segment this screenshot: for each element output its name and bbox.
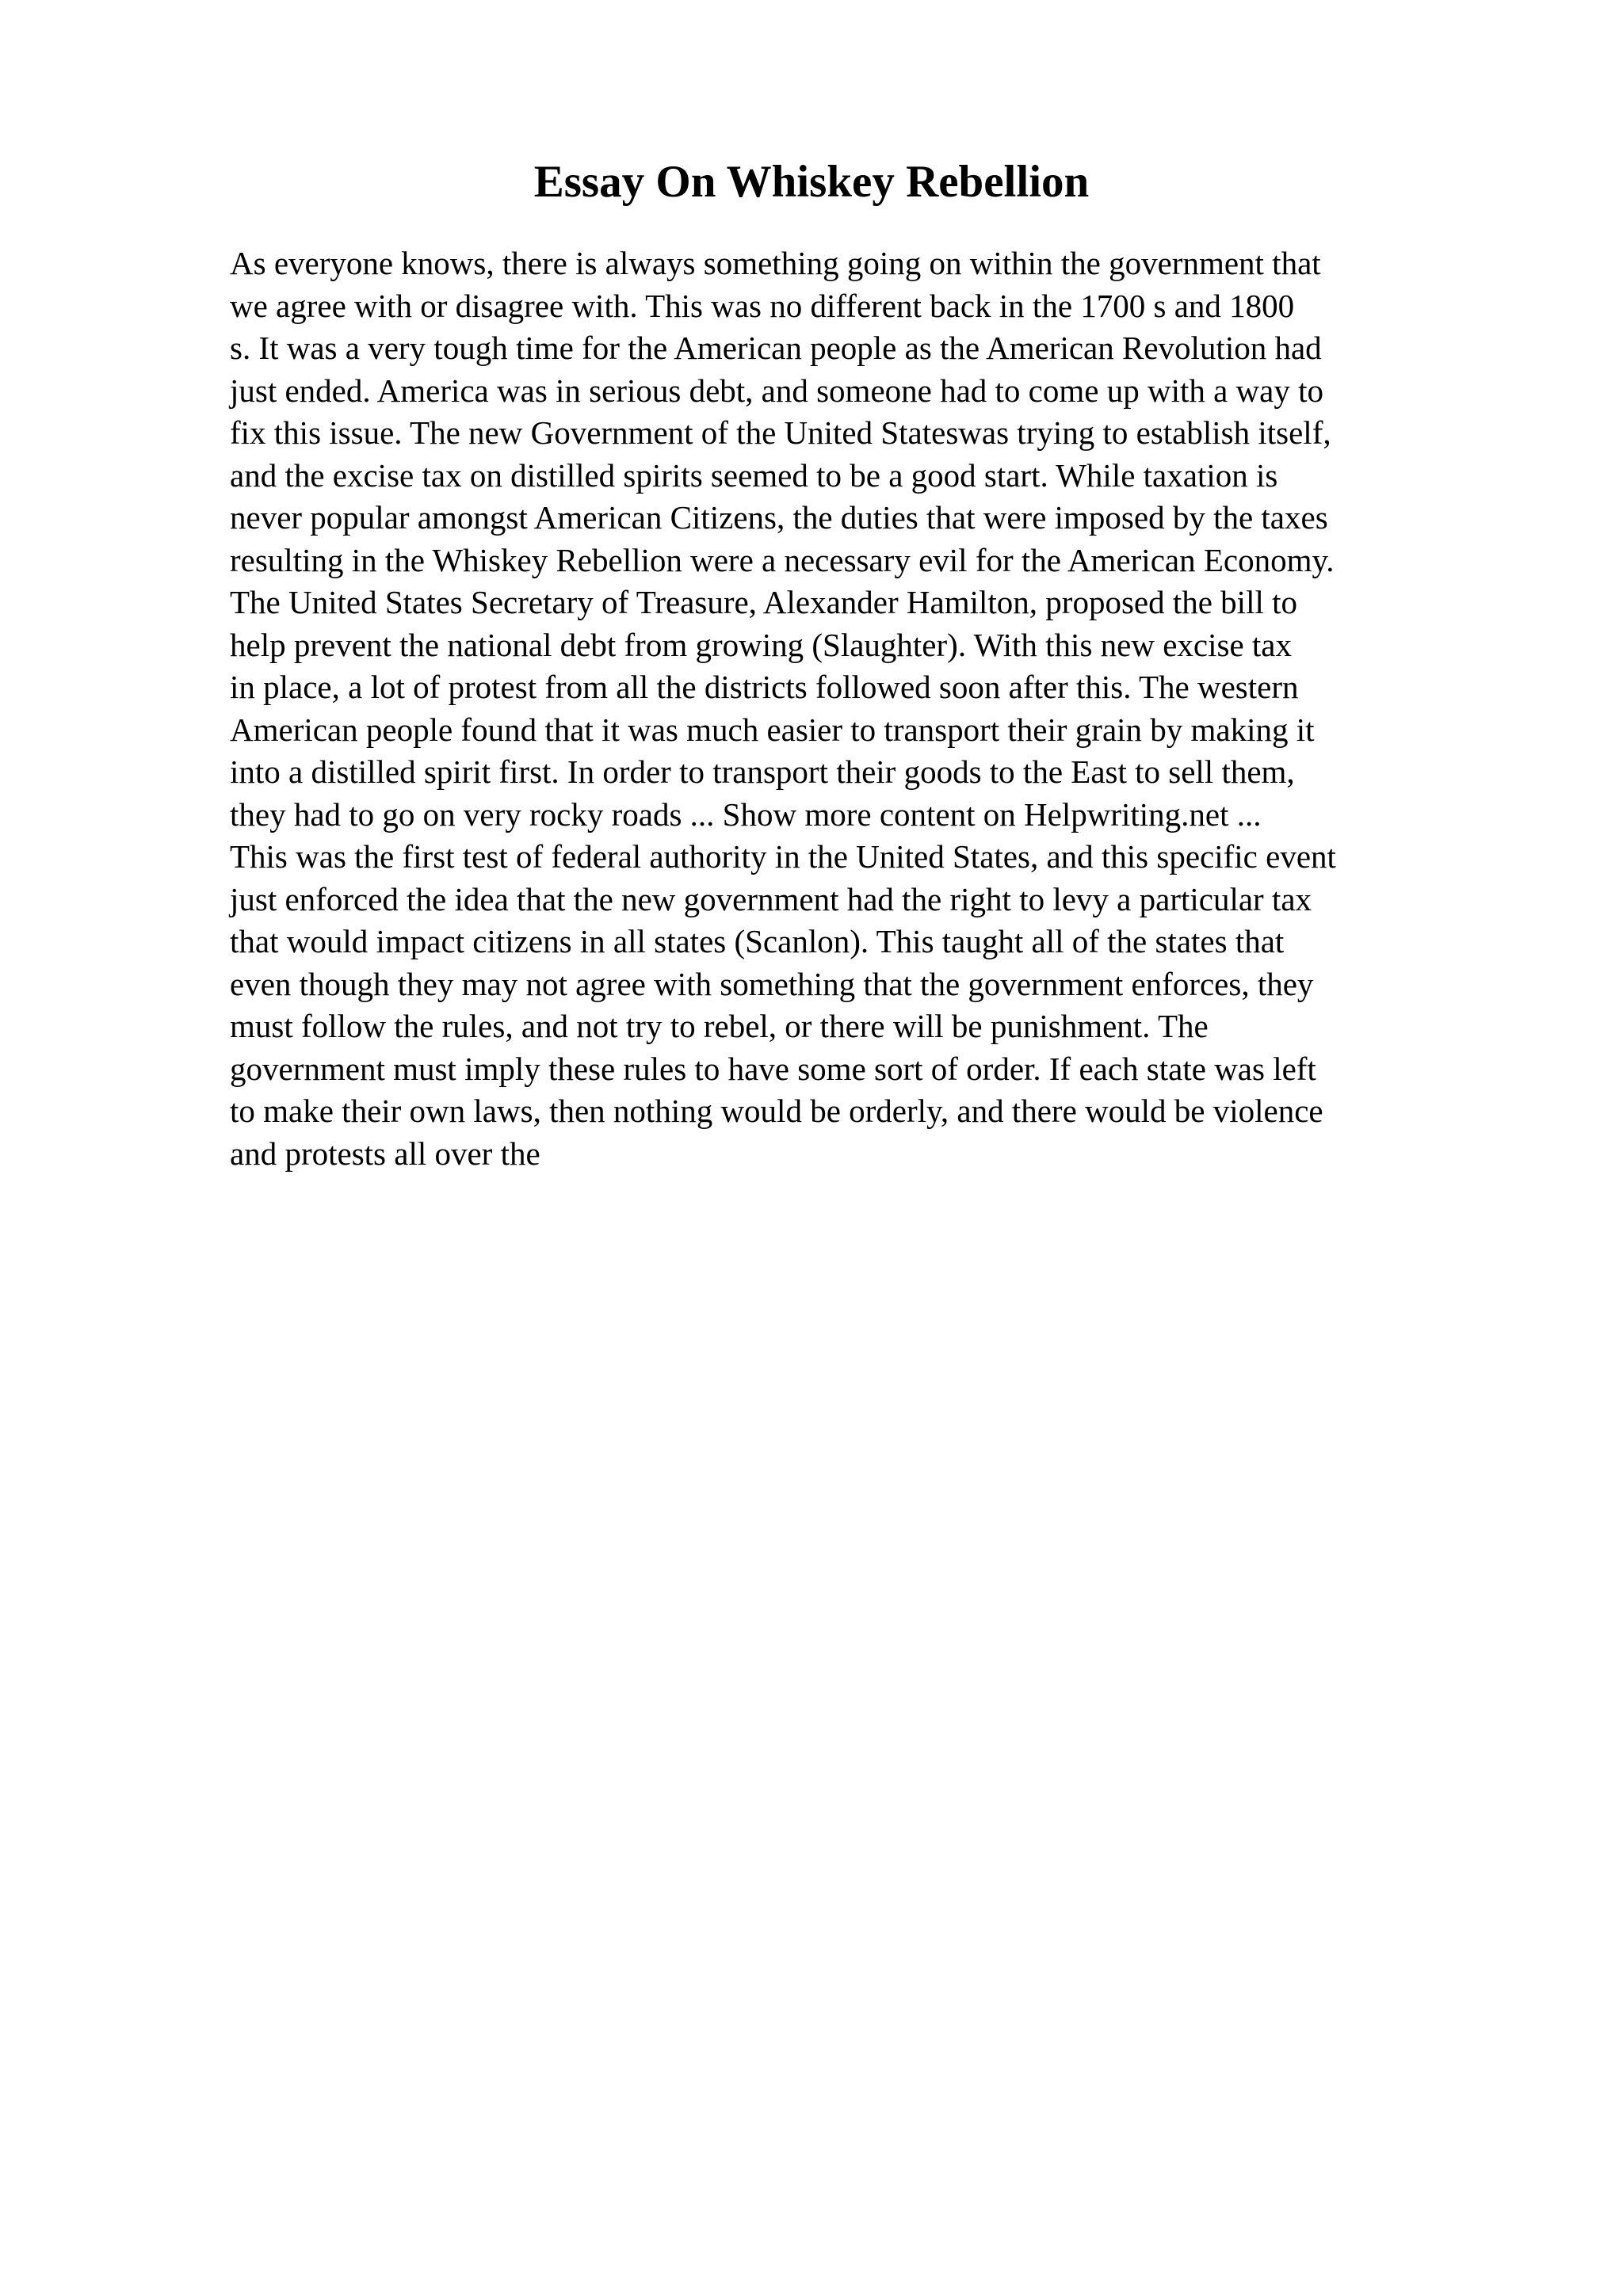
- text-line-16: just enforced the idea that the new government had the right to levy a particular tax: [230, 880, 1312, 917]
- text-line-8: resulting in the Whiskey Rebellion were a necessary evil for the American Economy.: [230, 541, 1335, 578]
- text-line-3: s. It was a very tough time for the American people as the American Revolution had: [230, 330, 1322, 366]
- text-line-2: we agree with or disagree with. This was no different back in the 1700 s and 1800: [230, 287, 1295, 324]
- text-line-15: This was the first test of federal authority in the United States, and this specific event: [230, 838, 1336, 875]
- text-line-19: must follow the rules, and not try to rebel, or there will be punishment. The: [230, 1008, 1209, 1044]
- text-line-7: never popular amongst American Citizens, the duties that were imposed by the taxes: [230, 499, 1328, 536]
- text-line-1: As everyone knows, there is always something going on within the government that: [230, 245, 1321, 281]
- text-line-13: into a distilled spirit first. In order to transport their goods to the East to sell them,: [230, 753, 1295, 790]
- text-line-18: even though they may not agree with something that the government enforces, they: [230, 965, 1314, 1002]
- text-line-20: government must imply these rules to have some sort of order. If each state was left: [230, 1050, 1316, 1087]
- text-line-6: and the excise tax on distilled spirits seemed to be a good start. While taxation is: [230, 456, 1278, 494]
- text-line-22: and protests all over the: [230, 1135, 540, 1172]
- essay-body: [230, 242, 1514, 1175]
- text-line-12: American people found that it was much easier to transport their grain by making it: [230, 711, 1315, 748]
- text-line-10: help prevent the national debt from growing (Slaughter). With this new excise tax: [230, 626, 1292, 663]
- text-line-17: that would impact citizens in all states (Scanlon). This taught all of the states that: [230, 923, 1285, 959]
- text-line-11: in place, a lot of protest from all the districts followed soon after this. The western: [230, 669, 1299, 705]
- text-line-21: to make their own laws, then nothing would be orderly, and there would be violence: [230, 1093, 1323, 1129]
- text-line-9: The United States Secretary of Treasure, Alexander Hamilton, proposed the bill to: [230, 584, 1297, 620]
- text-line-5: fix this issue. The new Government of the United Stateswas trying to establish itself,: [230, 414, 1331, 451]
- text-line-14: they had to go on very rocky roads ... Show more content on Helpwriting.net ...: [230, 795, 1262, 833]
- document-title: Essay On Whiskey Rebellion: [533, 157, 1090, 207]
- text-line-4: just ended. America was in serious debt, and someone had to come up with a way to: [230, 372, 1324, 409]
